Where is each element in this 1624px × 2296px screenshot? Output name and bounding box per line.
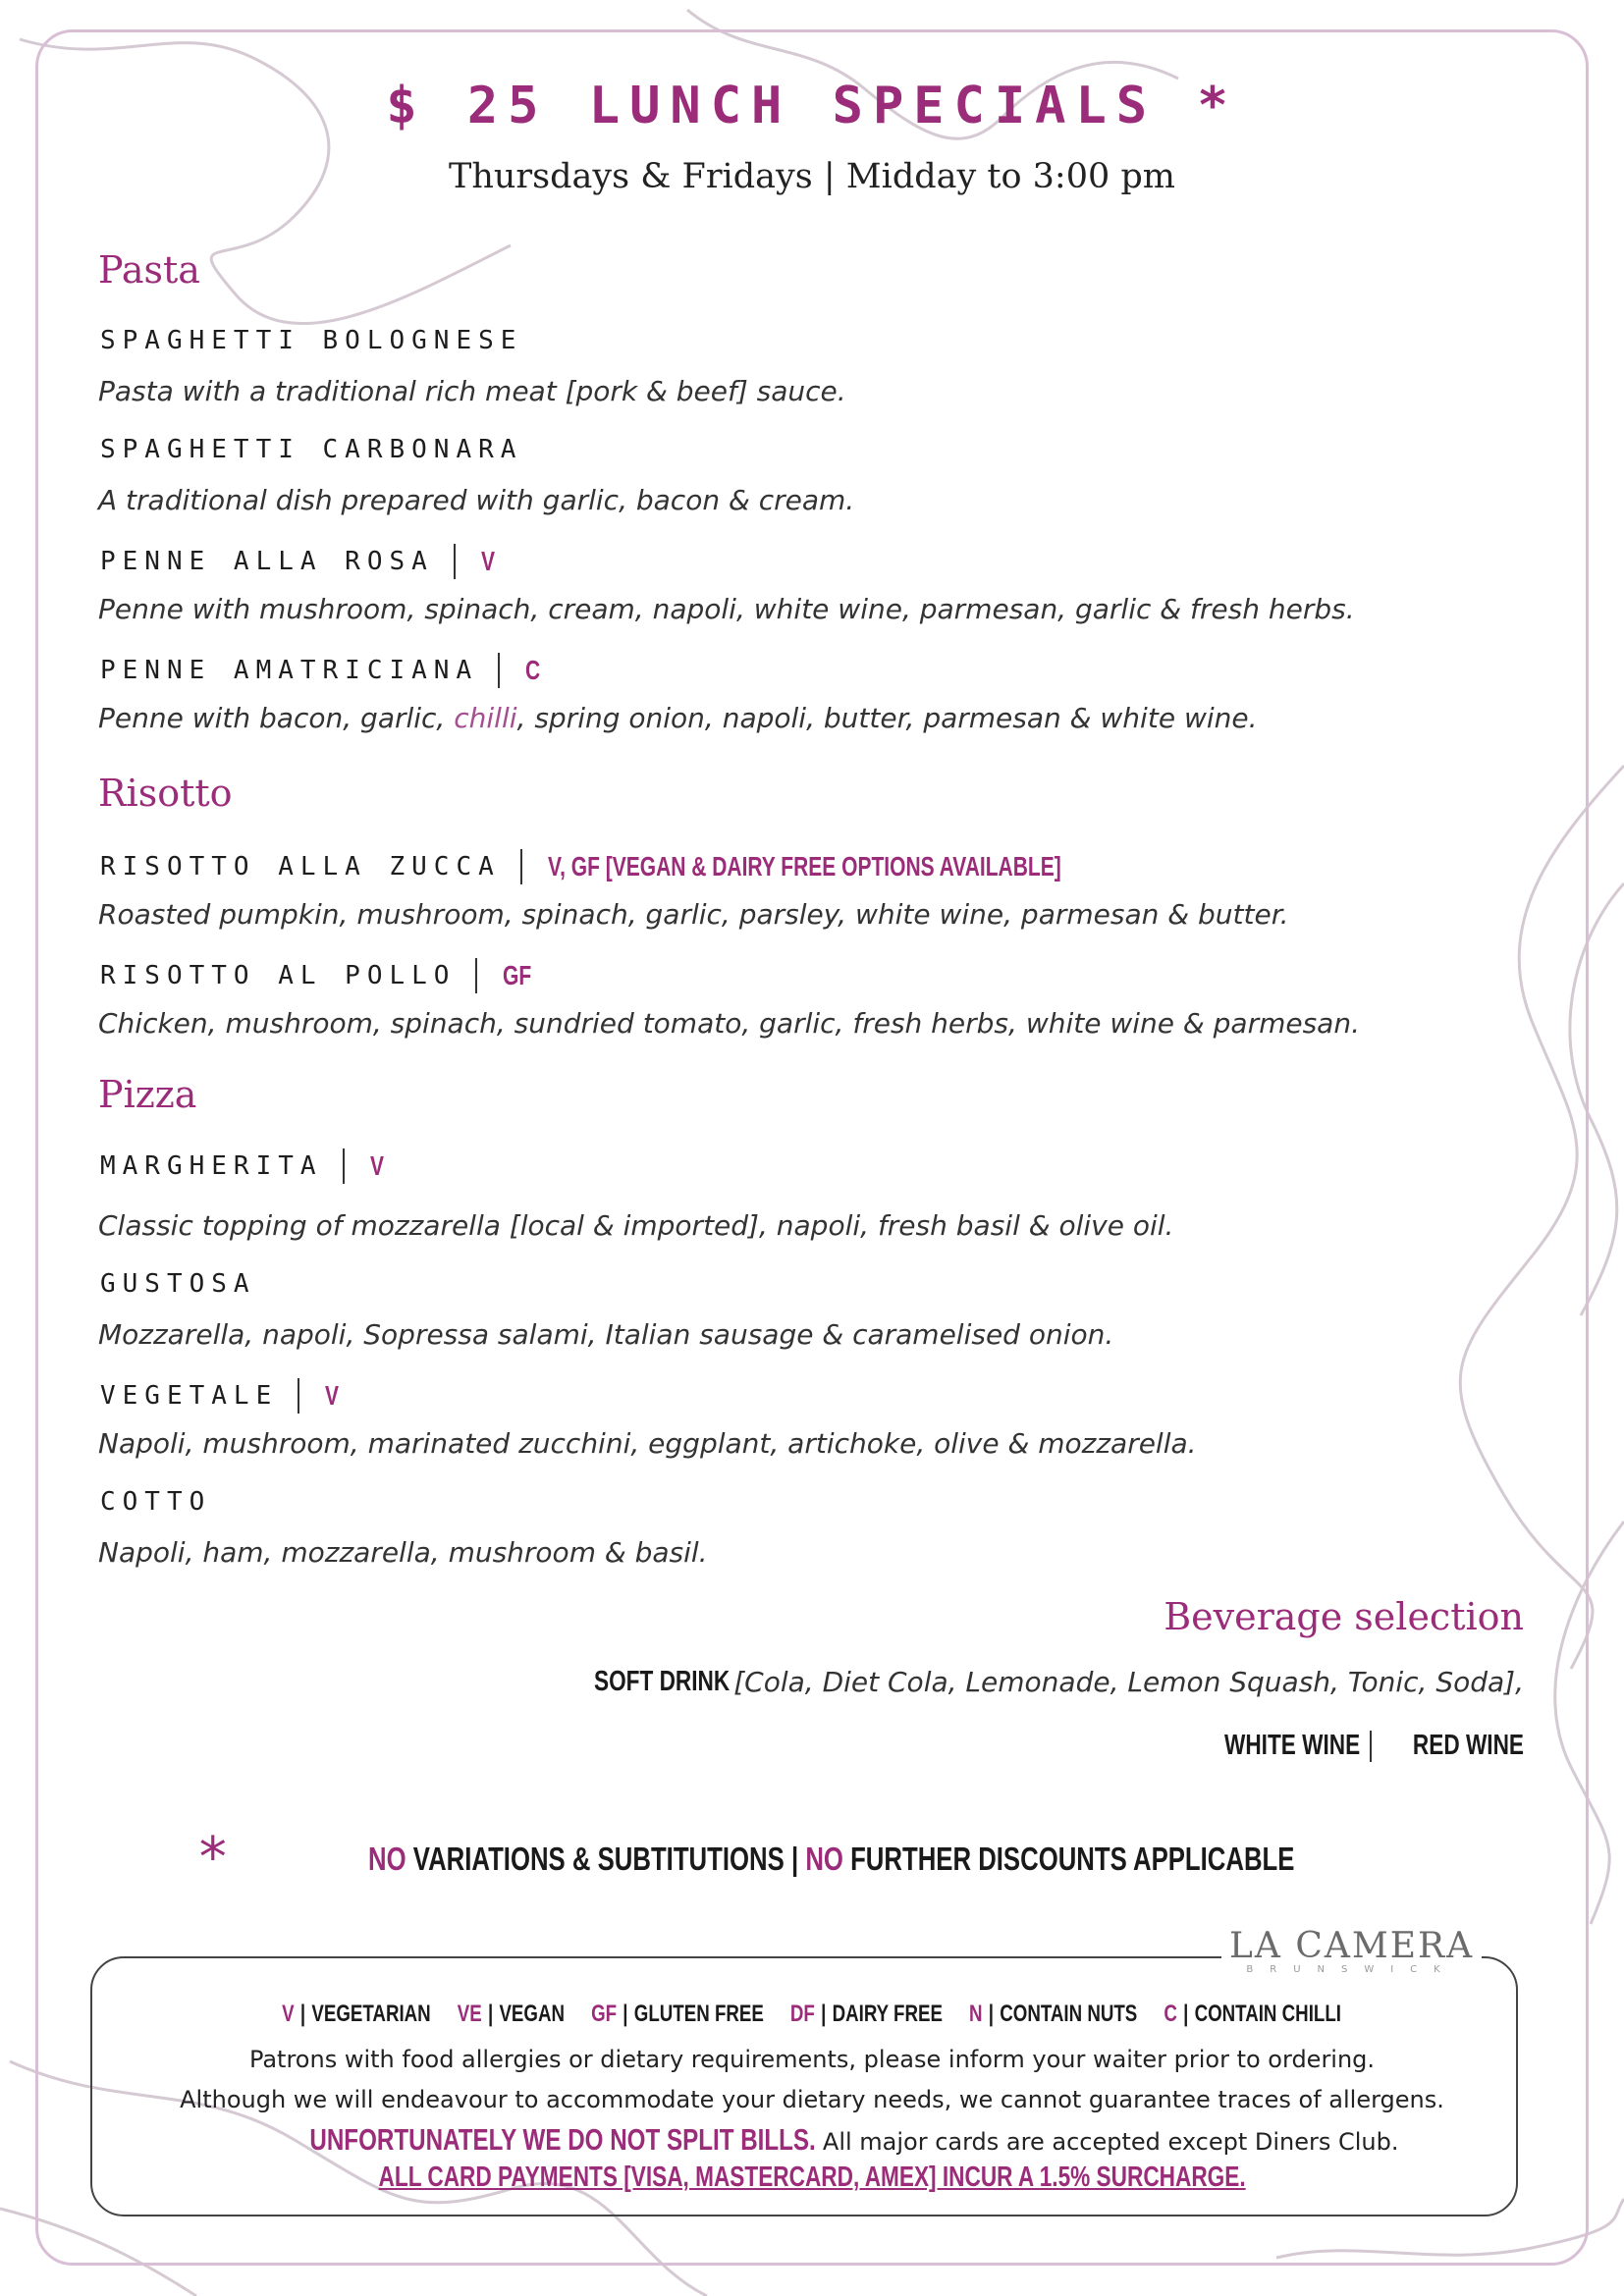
section-title-risotto: Risotto [98, 772, 233, 815]
asterisk-icon: * [198, 1826, 227, 1890]
menu-item-name: PENNE AMATRICIANA C [100, 653, 545, 688]
menu-item-name: RISOTTO AL POLLO GF [100, 958, 541, 993]
red-wine-label: RED WINE [1412, 1730, 1524, 1761]
soft-drink-list: [Cola, Diet Cola, Lemonade, Lemon Squash, Tonic, Soda], [733, 1666, 1524, 1698]
wine-line [1186, 1730, 1524, 1762]
billing-notice: UNFORTUNATELY WE DO NOT SPLIT BILLS. All major cards are accepted except Diners Club. [308, 2122, 1399, 2157]
separator [454, 544, 456, 579]
dietary-tag: V [369, 1150, 384, 1181]
menu-item-desc: Napoli, ham, mozzarella, mushroom & basil. [98, 1536, 708, 1569]
menu-item-desc: Classic topping of mozzarella [local & imported], napoli, fresh basil & olive oil. [98, 1209, 1174, 1242]
menu-item-desc: Chicken, mushroom, spinach, sundried tomato, garlic, fresh herbs, white wine & parmesan. [98, 1007, 1360, 1040]
menu-item-desc: Pasta with a traditional rich meat [pork & beef] sauce. [98, 375, 846, 407]
section-title-beverage: Beverage selection [1164, 1595, 1524, 1638]
separator [343, 1148, 345, 1184]
menu-item-name: PENNE ALLA ROSA V [100, 544, 500, 579]
page-title: $ 25 LUNCH SPECIALS * [386, 77, 1238, 135]
menu-item-desc: Napoli, mushroom, marinated zucchini, eggplant, artichoke, olive & mozzarella. [98, 1427, 1197, 1460]
menu-item-desc: Penne with mushroom, spinach, cream, napoli, white wine, parmesan, garlic & fresh herbs. [98, 593, 1355, 625]
separator [475, 958, 477, 993]
menu-item-name: COTTO [100, 1487, 212, 1517]
dietary-tag: C [525, 655, 541, 685]
menu-item-name: MARGHERITA V [100, 1148, 388, 1184]
logo: LA CAMERA BRUNSWICK [1221, 1926, 1482, 1975]
white-wine-label: WHITE WINE [1223, 1730, 1360, 1761]
chilli-highlight: chilli [454, 702, 517, 734]
surcharge-notice: ALL CARD PAYMENTS [VISA, MASTERCARD, AMEX] INCUR A 1.5% SURCHARGE. [378, 2162, 1246, 2193]
page-subtitle: Thursdays & Fridays | Midday to 3:00 pm [449, 157, 1175, 196]
separator [498, 653, 500, 688]
dietary-legend: V | VEGETARIAN VE | VEGAN GF | GLUTEN FREE DF | DAIRY FREE N | CONTAIN NUTS C | CONTAIN CHILLI [282, 2001, 1342, 2027]
dietary-tag: V, GF [VEGAN & DAIRY FREE OPTIONS AVAILABLE] [547, 851, 1061, 881]
menu-item-desc: A traditional dish prepared with garlic, bacon & cream. [98, 484, 855, 516]
section-title-pizza: Pizza [98, 1073, 197, 1116]
allergy-disclaimer: Although we will endeavour to accommodate your dietary needs, we cannot guarantee traces of allergens. [180, 2086, 1444, 2113]
menu-item-desc: Mozzarella, napoli, Sopressa salami, Italian sausage & caramelised onion. [98, 1318, 1114, 1351]
conditions-note: * NO VARIATIONS & SUBTITUTIONS | NO FURTHER DISCOUNTS APPLICABLE [198, 1826, 1295, 1890]
menu-item-desc: Penne with bacon, garlic, chilli, spring onion, napoli, butter, parmesan & white wine. [98, 702, 1258, 734]
menu-item-name: RISOTTO ALLA ZUCCA V, GF [VEGAN & DAIRY FREE OPTIONS AVAILABLE] [100, 849, 1232, 884]
separator [1370, 1731, 1372, 1762]
separator [298, 1378, 299, 1414]
dietary-tag: GF [503, 960, 532, 990]
soft-drink-label: SOFT DRINK [593, 1666, 731, 1697]
allergy-notice: Patrons with food allergies or dietary requirements, please inform your waiter prior to ordering. [248, 2046, 1376, 2073]
dietary-tag: V [480, 546, 495, 576]
section-title-pasta: Pasta [98, 248, 200, 292]
menu-item-name: GUSTOSA [100, 1269, 256, 1299]
menu-item-name: VEGETALE V [100, 1378, 344, 1414]
soft-drink-line [556, 1666, 1524, 1698]
menu-item-name: SPAGHETTI BOLOGNESE [100, 326, 523, 355]
menu-item-desc: Roasted pumpkin, mushroom, spinach, garlic, parsley, white wine, parmesan & butter. [98, 898, 1289, 931]
menu-item-name: SPAGHETTI CARBONARA [100, 435, 523, 464]
separator [520, 849, 522, 884]
dietary-tag: V [325, 1380, 340, 1411]
